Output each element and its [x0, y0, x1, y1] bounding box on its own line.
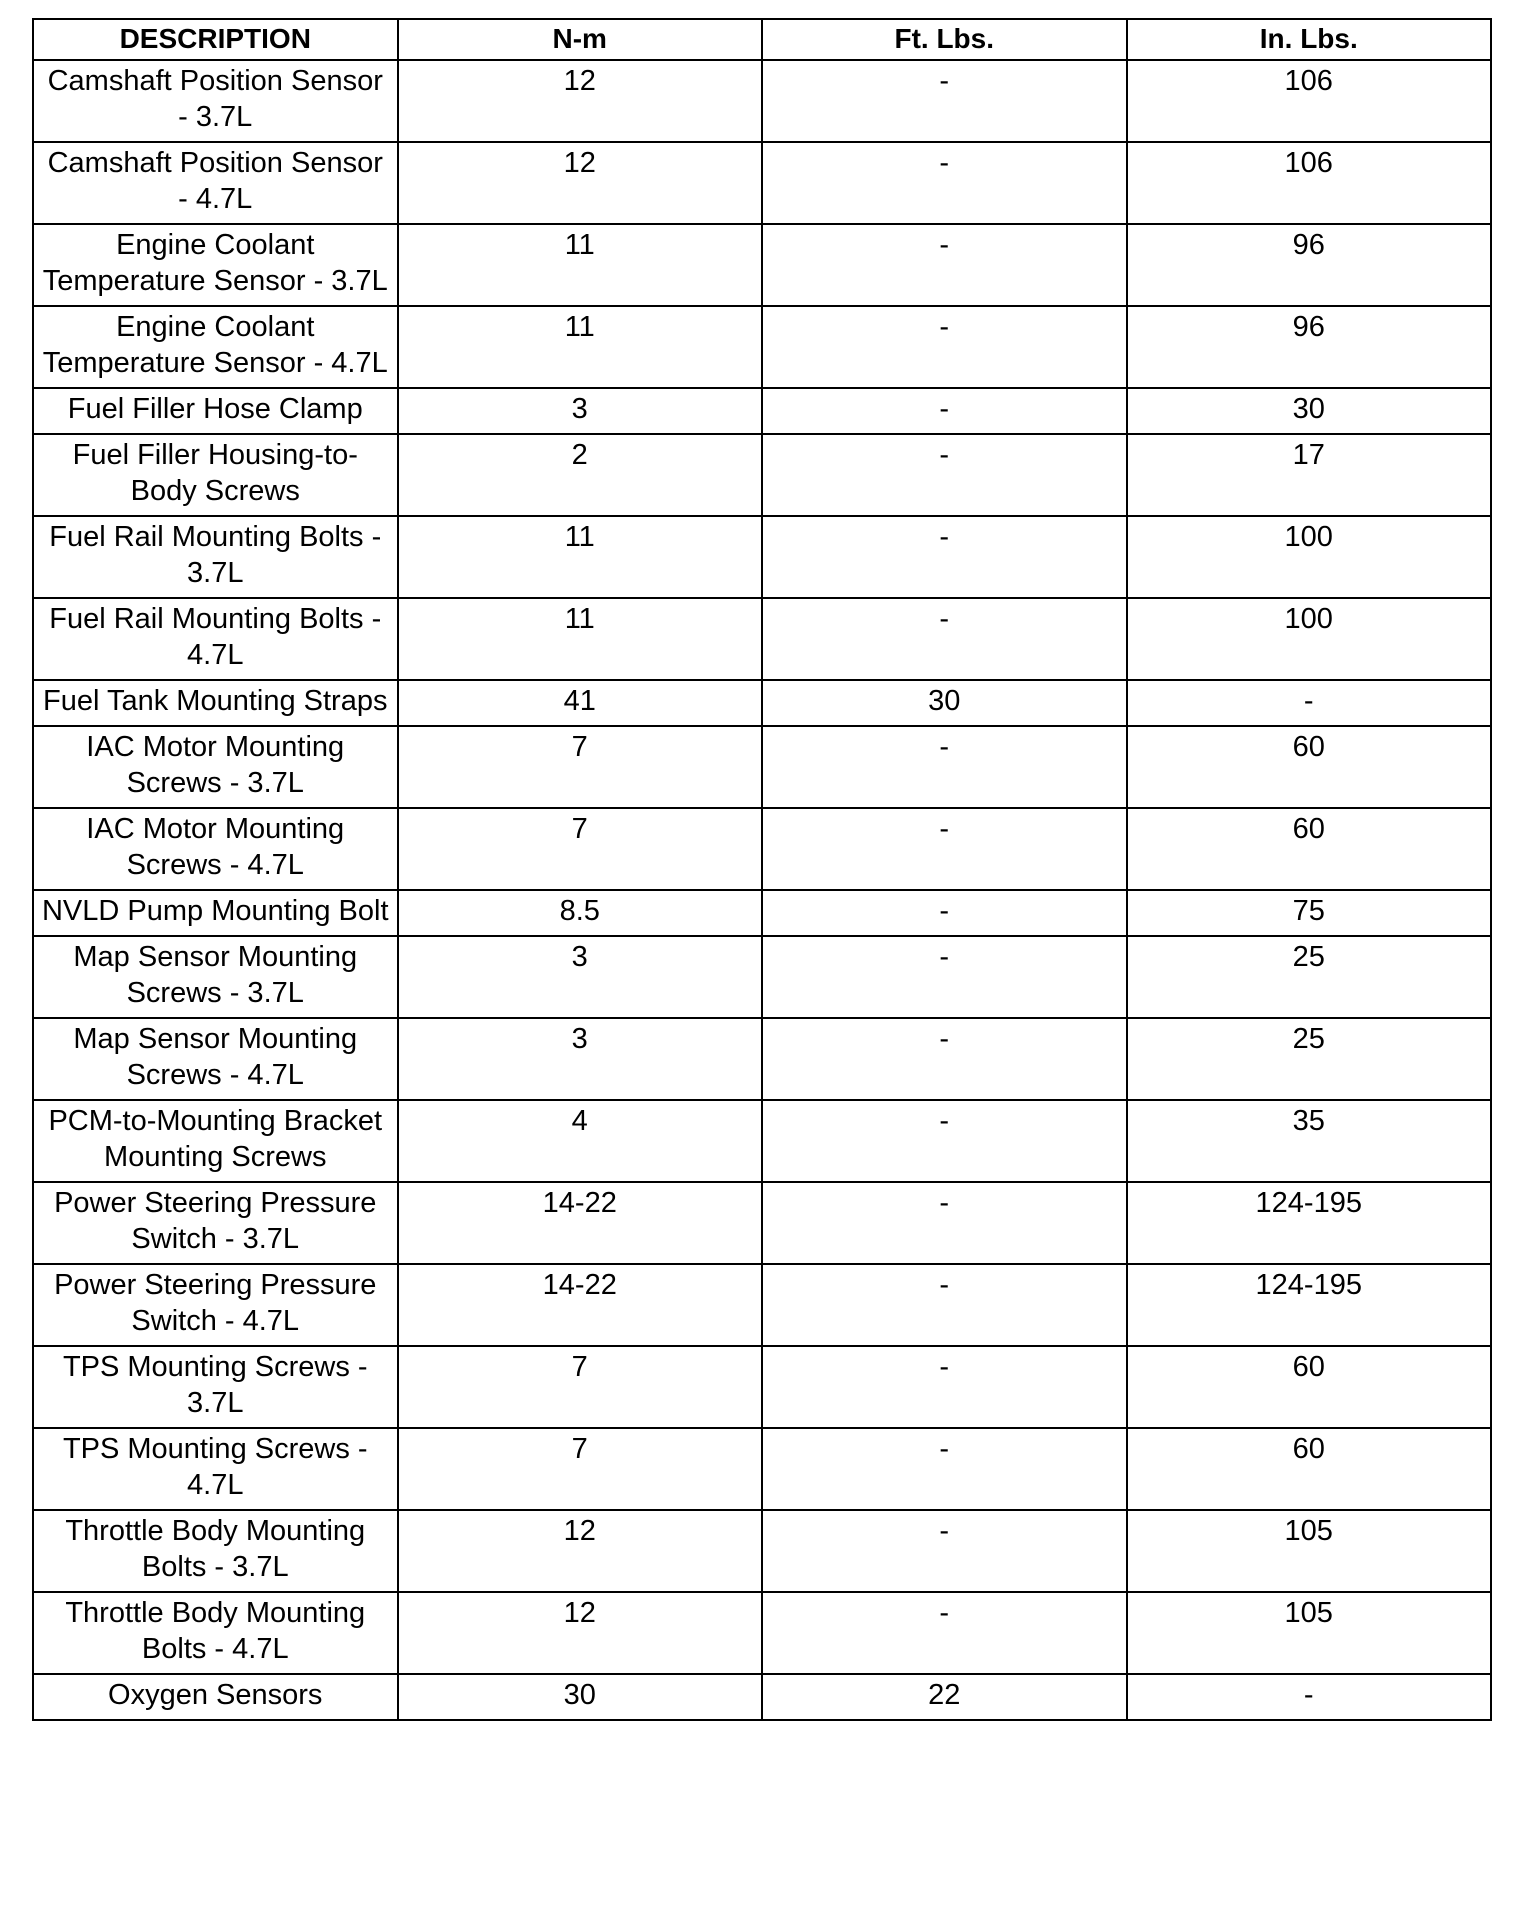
cell-nm: 3 [398, 388, 763, 434]
cell-in-lbs: 25 [1127, 936, 1492, 1018]
cell-description: Power Steering Pressure Switch - 4.7L [33, 1264, 398, 1346]
cell-in-lbs: 124-195 [1127, 1264, 1492, 1346]
table-row [33, 808, 1491, 890]
cell-description: TPS Mounting Screws - 4.7L [33, 1428, 398, 1510]
table-row [33, 434, 1491, 516]
cell-description: Fuel Rail Mounting Bolts - 4.7L [33, 598, 398, 680]
cell-ft-lbs: - [762, 890, 1127, 936]
cell-description: Camshaft Position Sensor - 3.7L [33, 60, 398, 142]
cell-ft-lbs: - [762, 1182, 1127, 1264]
table-row [33, 1592, 1491, 1674]
cell-ft-lbs: - [762, 1018, 1127, 1100]
header-row [33, 19, 1491, 60]
cell-in-lbs: 25 [1127, 1018, 1492, 1100]
cell-in-lbs: 105 [1127, 1592, 1492, 1674]
cell-description: NVLD Pump Mounting Bolt [33, 890, 398, 936]
table-row [33, 1346, 1491, 1428]
cell-in-lbs: 60 [1127, 1346, 1492, 1428]
cell-description: Map Sensor Mounting Screws - 3.7L [33, 936, 398, 1018]
cell-nm: 11 [398, 516, 763, 598]
cell-in-lbs: 96 [1127, 224, 1492, 306]
cell-nm: 14-22 [398, 1264, 763, 1346]
cell-ft-lbs: - [762, 936, 1127, 1018]
cell-nm: 7 [398, 1346, 763, 1428]
cell-nm: 7 [398, 1428, 763, 1510]
table-row [33, 1674, 1491, 1720]
cell-in-lbs: 17 [1127, 434, 1492, 516]
torque-spec-sheet [32, 18, 1490, 1721]
table-row [33, 224, 1491, 306]
cell-ft-lbs: - [762, 726, 1127, 808]
table-row [33, 306, 1491, 388]
header-in-lbs: In. Lbs. [1127, 19, 1492, 60]
cell-nm: 12 [398, 1592, 763, 1674]
cell-in-lbs: 100 [1127, 516, 1492, 598]
cell-ft-lbs: - [762, 1346, 1127, 1428]
cell-nm: 41 [398, 680, 763, 726]
cell-in-lbs: 60 [1127, 726, 1492, 808]
cell-ft-lbs: - [762, 1264, 1127, 1346]
cell-nm: 12 [398, 142, 763, 224]
cell-nm: 2 [398, 434, 763, 516]
cell-nm: 12 [398, 60, 763, 142]
table-row [33, 1428, 1491, 1510]
cell-nm: 3 [398, 936, 763, 1018]
table-row [33, 1100, 1491, 1182]
cell-ft-lbs: - [762, 60, 1127, 142]
cell-ft-lbs: - [762, 1592, 1127, 1674]
table-row [33, 1018, 1491, 1100]
cell-nm: 11 [398, 306, 763, 388]
cell-description: IAC Motor Mounting Screws - 3.7L [33, 726, 398, 808]
cell-in-lbs: 60 [1127, 1428, 1492, 1510]
cell-nm: 8.5 [398, 890, 763, 936]
cell-description: TPS Mounting Screws - 3.7L [33, 1346, 398, 1428]
cell-nm: 14-22 [398, 1182, 763, 1264]
cell-ft-lbs: - [762, 516, 1127, 598]
cell-ft-lbs: - [762, 142, 1127, 224]
cell-ft-lbs: - [762, 388, 1127, 434]
cell-description: Throttle Body Mounting Bolts - 4.7L [33, 1592, 398, 1674]
cell-in-lbs: 106 [1127, 60, 1492, 142]
header-description: DESCRIPTION [33, 19, 398, 60]
cell-description: Map Sensor Mounting Screws - 4.7L [33, 1018, 398, 1100]
table-row [33, 1264, 1491, 1346]
cell-nm: 3 [398, 1018, 763, 1100]
table-row [33, 516, 1491, 598]
cell-description: PCM-to-Mounting Bracket Mounting Screws [33, 1100, 398, 1182]
cell-description: Power Steering Pressure Switch - 3.7L [33, 1182, 398, 1264]
header-ft-lbs: Ft. Lbs. [762, 19, 1127, 60]
cell-nm: 12 [398, 1510, 763, 1592]
cell-in-lbs: - [1127, 1674, 1492, 1720]
cell-nm: 7 [398, 726, 763, 808]
cell-in-lbs: 106 [1127, 142, 1492, 224]
table-row [33, 598, 1491, 680]
table-row [33, 388, 1491, 434]
cell-nm: 7 [398, 808, 763, 890]
cell-description: Fuel Rail Mounting Bolts - 3.7L [33, 516, 398, 598]
cell-description: Fuel Tank Mounting Straps [33, 680, 398, 726]
cell-ft-lbs: 30 [762, 680, 1127, 726]
cell-description: IAC Motor Mounting Screws - 4.7L [33, 808, 398, 890]
cell-ft-lbs: - [762, 306, 1127, 388]
cell-in-lbs: 60 [1127, 808, 1492, 890]
cell-in-lbs: - [1127, 680, 1492, 726]
table-row [33, 1182, 1491, 1264]
cell-ft-lbs: - [762, 1510, 1127, 1592]
cell-ft-lbs: - [762, 598, 1127, 680]
cell-description: Camshaft Position Sensor - 4.7L [33, 142, 398, 224]
cell-description: Fuel Filler Hose Clamp [33, 388, 398, 434]
table-row [33, 936, 1491, 1018]
cell-nm: 30 [398, 1674, 763, 1720]
cell-description: Engine Coolant Temperature Sensor - 4.7L [33, 306, 398, 388]
cell-ft-lbs: 22 [762, 1674, 1127, 1720]
table-row [33, 142, 1491, 224]
cell-nm: 4 [398, 1100, 763, 1182]
torque-specification-table [32, 18, 1492, 1721]
cell-ft-lbs: - [762, 224, 1127, 306]
cell-description: Throttle Body Mounting Bolts - 3.7L [33, 1510, 398, 1592]
cell-ft-lbs: - [762, 1100, 1127, 1182]
table-row [33, 1510, 1491, 1592]
cell-description: Engine Coolant Temperature Sensor - 3.7L [33, 224, 398, 306]
table-row [33, 890, 1491, 936]
cell-description: Fuel Filler Housing-to-Body Screws [33, 434, 398, 516]
cell-nm: 11 [398, 224, 763, 306]
cell-in-lbs: 105 [1127, 1510, 1492, 1592]
cell-nm: 11 [398, 598, 763, 680]
cell-ft-lbs: - [762, 1428, 1127, 1510]
cell-in-lbs: 30 [1127, 388, 1492, 434]
cell-in-lbs: 96 [1127, 306, 1492, 388]
cell-in-lbs: 100 [1127, 598, 1492, 680]
cell-in-lbs: 75 [1127, 890, 1492, 936]
table-row [33, 60, 1491, 142]
cell-ft-lbs: - [762, 808, 1127, 890]
cell-in-lbs: 124-195 [1127, 1182, 1492, 1264]
table-row [33, 726, 1491, 808]
cell-description: Oxygen Sensors [33, 1674, 398, 1720]
header-nm: N-m [398, 19, 763, 60]
table-row [33, 680, 1491, 726]
cell-in-lbs: 35 [1127, 1100, 1492, 1182]
cell-ft-lbs: - [762, 434, 1127, 516]
